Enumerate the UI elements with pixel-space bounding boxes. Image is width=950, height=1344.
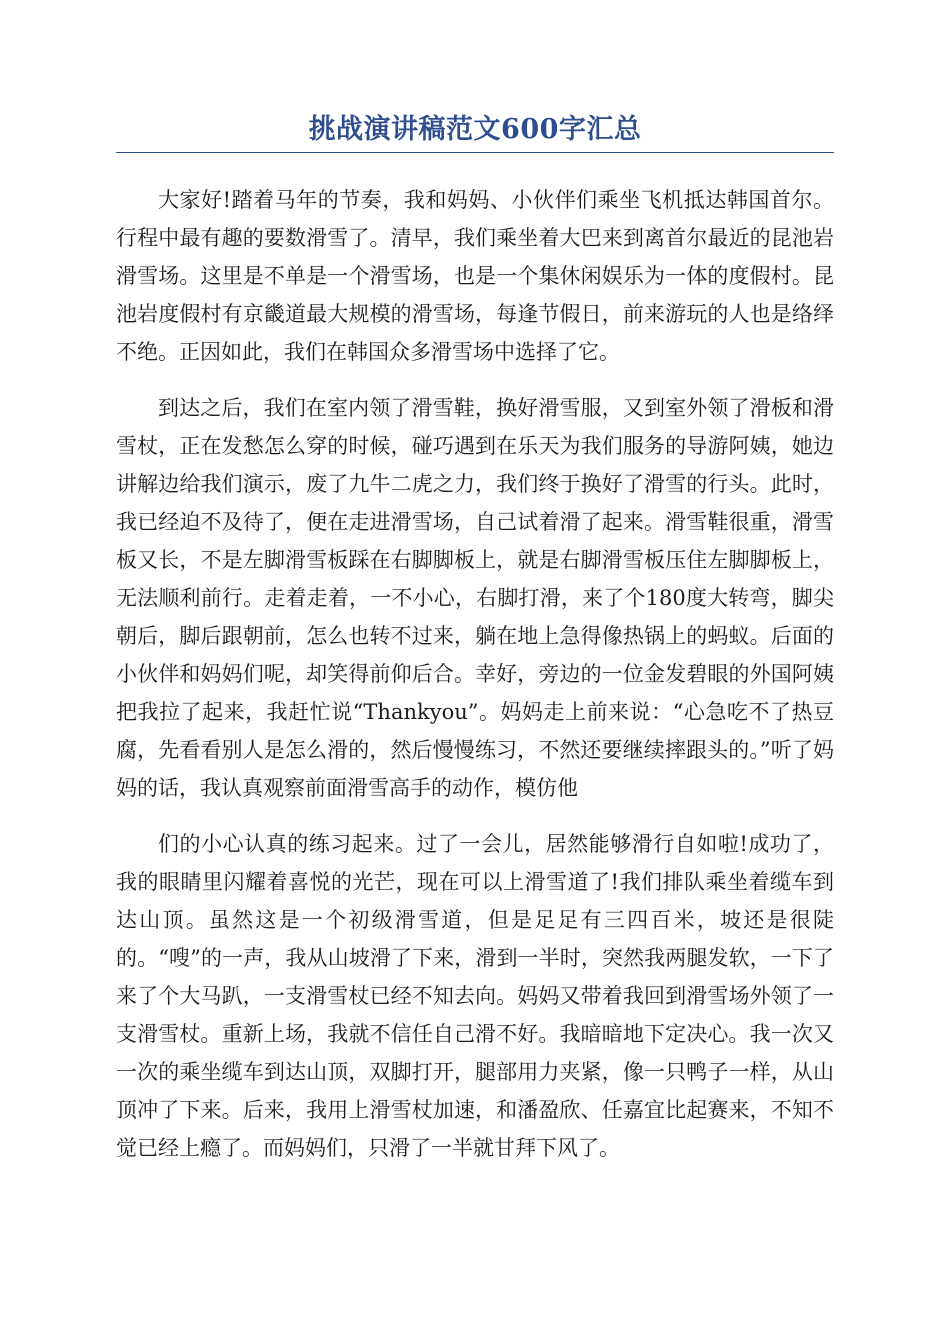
paragraph: 到达之后，我们在室内领了滑雪鞋，换好滑雪服，又到室外领了滑板和滑雪杖，正在发愁怎么穿的时候，碰巧遇到在乐天为我们服务的导游阿姨，她边讲解边给我们演示，废了九牛二虎之力，我们终于换好了滑雪的行头。此时，我已经迫不及待了，便在走进滑雪场，自己试着滑了起来。滑雪鞋很重，滑雪板又长，不是左脚滑雪板踩在右脚脚板上，就是右脚滑雪板压住左脚脚板上，无法顺利前行。走着走着，一不小心，右脚打滑，来了个180度大转弯，脚尖朝后，脚后跟朝前，怎么也转不过来，躺在地上急得像热锅上的蚂蚁。后面的小伙伴和妈妈们呢，却笑得前仰后合。幸好，旁边的一位金发碧眼的外国阿姨把我拉了起来，我赶忙说“Thankyou”。妈妈走上前来说：“心急吃不了热豆腐，先看看别人是怎么滑的，然后慢慢练习，不然还要继续摔跟头的。”听了妈妈的话，我认真观察前面滑雪高手的动作，模仿他 — [116, 396, 834, 800]
document-title: 挑战演讲稿范文600字汇总 — [116, 110, 834, 153]
document-body — [116, 181, 834, 1167]
document-page — [116, 110, 834, 1185]
paragraph: 们的小心认真的练习起来。过了一会儿，居然能够滑行自如啦!成功了，我的眼睛里闪耀着喜悦的光芒，现在可以上滑雪道了!我们排队乘坐着缆车到达山顶。虽然这是一个初级滑雪道，但是足足有三四百米，坡还是很陡的。“嗖”的一声，我从山坡滑了下来，滑到一半时，突然我两腿发软，一下了来了个大马趴，一支滑雪杖已经不知去向。妈妈又带着我回到滑雪场外领了一支滑雪杖。重新上场，我就不信任自己滑不好。我暗暗地下定决心。我一次又一次的乘坐缆车到达山顶，双脚打开，腿部用力夹紧，像一只鸭子一样，从山顶冲了下来。后来，我用上滑雪杖加速，和潘盈欣、任嘉宜比起赛来，不知不觉已经上瘾了。而妈妈们，只滑了一半就甘拜下风了。 — [116, 832, 834, 1160]
paragraph: 大家好!踏着马年的节奏，我和妈妈、小伙伴们乘坐飞机抵达韩国首尔。行程中最有趣的要数滑雪了。清早，我们乘坐着大巴来到离首尔最近的昆池岩滑雪场。这里是不单是一个滑雪场，也是一个集休闲娱乐为一体的度假村。昆池岩度假村有京畿道最大规模的滑雪场，每逢节假日，前来游玩的人也是络绎不绝。正因如此，我们在韩国众多滑雪场中选择了它。 — [116, 188, 834, 364]
